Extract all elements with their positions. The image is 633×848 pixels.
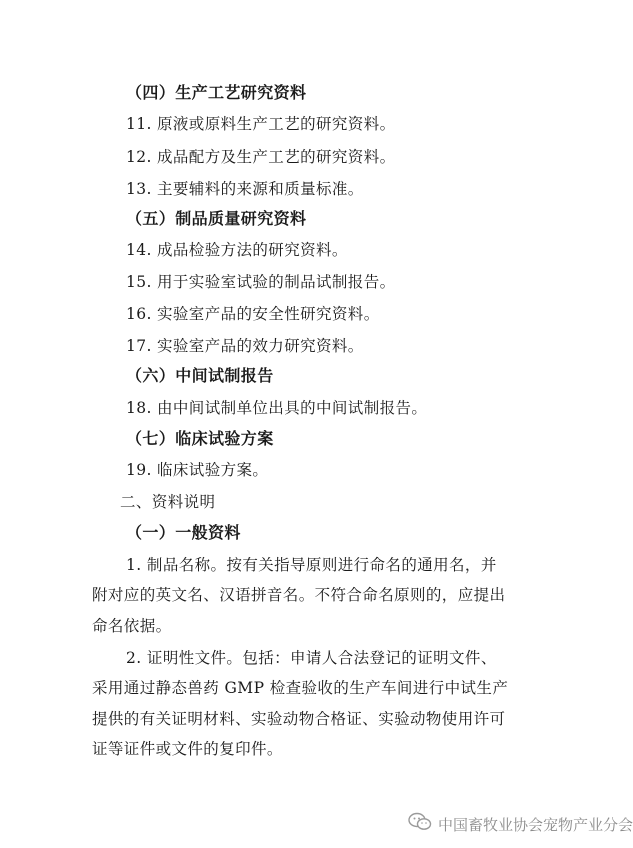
para2-line-3: 提供的有关证明材料、实验动物合格证、实验动物使用许可: [92, 710, 506, 728]
list-item-12: 12. 成品配方及生产工艺的研究资料。: [126, 148, 396, 166]
para2-line-1: 2. 证明性文件。包括：申请人合法登记的证明文件、: [126, 649, 497, 667]
list-item-18: 18. 由中间试制单位出具的中间试制报告。: [126, 399, 428, 417]
para1-line-2: 附对应的英文名、汉语拼音名。不符合命名原则的，应提出: [92, 586, 506, 604]
section-heading-7: （七）临床试验方案: [126, 429, 274, 448]
list-item-15: 15. 用于实验室试验的制品试制报告。: [126, 273, 396, 291]
wechat-icon: [408, 812, 438, 836]
para1-line-1: 1. 制品名称。按有关指导原则进行命名的通用名，并: [126, 556, 497, 574]
general-info-heading: （一）一般资料: [126, 523, 241, 542]
part-two-title: 二、资料说明: [120, 493, 216, 511]
list-item-19: 19. 临床试验方案。: [126, 461, 269, 479]
list-item-16: 16. 实验室产品的安全性研究资料。: [126, 305, 380, 323]
list-item-14: 14. 成品检验方法的研究资料。: [126, 241, 348, 259]
para2-line-4: 证等证件或文件的复印件。: [92, 740, 283, 758]
watermark-text: 中国畜牧业协会宠物产业分会: [438, 815, 633, 834]
para2-line-2: 采用通过静态兽药 GMP 检查验收的生产车间进行中试生产: [92, 679, 509, 697]
section-heading-4: （四）生产工艺研究资料: [126, 83, 307, 102]
list-item-11: 11. 原液或原料生产工艺的研究资料。: [126, 115, 396, 133]
section-heading-6: （六）中间试制报告: [126, 366, 274, 385]
list-item-17: 17. 实验室产品的效力研究资料。: [126, 337, 364, 355]
section-heading-5: （五）制品质量研究资料: [126, 209, 307, 228]
watermark: [408, 811, 633, 837]
para1-line-3: 命名依据。: [92, 617, 172, 635]
list-item-13: 13. 主要辅料的来源和质量标准。: [126, 180, 364, 198]
